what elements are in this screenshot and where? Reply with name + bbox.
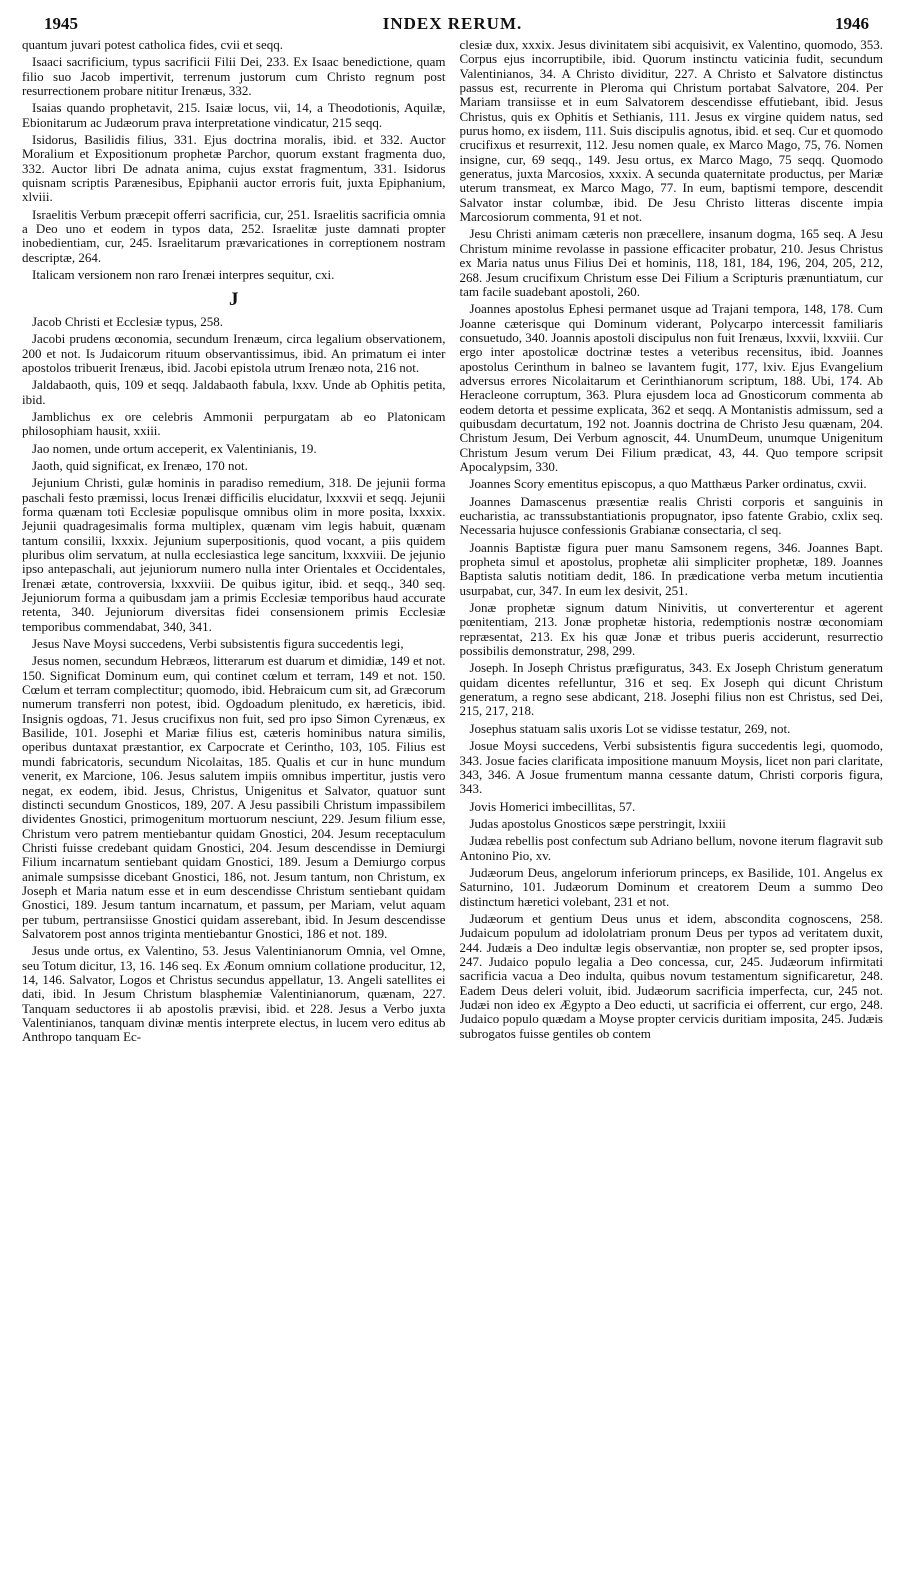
index-entry: Isidorus, Basilidis filius, 331. Ejus doctrina moralis, ibid. et 332. Auctor Moralium et Expositionum prophetæ Parchor, quorum exstant fragmenta duo, 332. Auctor libri De adnata anima, cujus exstat fragmentum, 331. Isidorus quisnam scriptis Parænesibus, Epiphanii auctor erroris fuit, juxta Epiphanium, xlviii. xyxy=(22,132,446,205)
index-entry: Joannes apostolus Ephesi permanet usque ad Trajani tempora, 148, 178. Cum Joanne cæterisque qui Dominum viderant, Polycarpo intercessit familiaris consuetudo, 340. Joannis apostoli discipulus non fuit Irenæus, lxxvii, lxxviii. Cur ergo inter apostolicæ doctrinæ testes a veteribus recensitus, ibid. Joannes apostolus Cerinthum in balneo se lavantem fugit, 177, lxiv. Ejus Evangelium adversus errores Nicolaitarum et Cerinthianorum scriptum, 188. Ubi, 174. Ab Heracleone corruptum, 363. Plura ejusdem loca ad Gnosticorum commenta ab eodem detorta et pessime explicata, 362 et seqq. A Montanistis admissum, sed a quibusdam decurtatum, 192 not. Joannis doctrina de Christo Jesu quænam, 204. Christum Jesum, Dei Verbum agnoscit, 44. UnumDeum, unumque Unigenitum Christum Jesum verum Dei Filium prædicat, 43, 44. Quo tempore scripsit Apocalypsim, 330. xyxy=(459,301,883,474)
right-page-number: 1946 xyxy=(835,14,869,33)
index-entry: Italicam versionem non raro Irenæi interpres sequitur, cxi. xyxy=(32,267,335,283)
two-column-body xyxy=(22,38,883,1563)
index-entry: clesiæ dux, xxxix. Jesus divinitatem sibi acquisivit, ex Valentino, quomodo, 353. Corpus ejus incorruptibile, ibid. Quorum instinctu vaticinia fudit, secundum Valentinianos, 34. A Christo dividitur, 227. A Christo et Salvatore distinctus passus est, recurrente in Pleroma qui Christum portabat Salvatore, 204. Per Mariam transiisse et in eum Salvatorem descendisse effutiebant, ibid. Jesus Christus, quis ex Ophitis et Sethianis, 111. Jesus ex virgine quidem natus, sed purus homo, ex iisdem, 111. Suis discipulis agnotus, ibid. et seq. Cur et quomodo crucifixus et resurrexit, 112. Jesu nomen quale, ex Marco Mago, 75, 76. Nomen insigne, cur, 69 seqq., 149. Jesu ortus, ex Marco Mago, 75 seqq. Quomodo generatus, juxta Marcosios, xxxix. A secunda quaternitate productus, per Mariæ uterum transmeat, ex Marco Mago, 77. In eum, baptismi tempore, descendit Salvator instar columbæ, ibid. De Jesu Christo litteras discente impia Marcosiorum commenta, 91 et not. xyxy=(459,38,883,225)
left-column xyxy=(22,38,446,1563)
index-entry: Judæa rebellis post confectum sub Adriano bellum, novone iterum flagravit sub Antonino Pio, xv. xyxy=(459,833,883,863)
index-entry: Joannes Damascenus præsentiæ realis Christi corporis et sanguinis in eucharistia, ac transsubstantiationis propugnator, ipso fatente Grabio, cxlix seq. Necessaria hujusce confessionis Grabianæ consectaria, cl seq. xyxy=(459,493,883,538)
index-entry: Jesu Christi animam cæteris non præcellere, insanum dogma, 165 seq. A Jesu Christum minime revolasse in passione efficaciter probatur, 210. Jesus Christus ex Maria natus unus Filius Dei et hominis, 118, 181, 184, 196, 204, 205, 212, 268. Jesum crucifixum Christum esse Dei Filium a Scripturis prænuntiatum, cur tam facile suadebant apostoli, 260. xyxy=(459,226,883,299)
running-title: INDEX RERUM. xyxy=(382,14,523,33)
index-entry: Joseph. In Joseph Christus præfiguratus, 343. Ex Joseph Christum generatum quidam dicentes refelluntur, 316 et seq. Ex Joseph qui dicunt Christum generatum, a regno sese abdicant, 218. Josephi filius non est Christus, sed Dei, 215, 217, 218. xyxy=(459,660,883,719)
index-entry: Jaoth, quid significat, ex Irenæo, 170 not. xyxy=(32,457,248,473)
index-entry: Joannes Scory ementitus episcopus, a quo Matthæus Parker ordinatus, cxvii. xyxy=(469,476,867,492)
section-letter: J xyxy=(229,288,239,310)
index-entry: Judas apostolus Gnosticos sæpe perstringit, lxxiii xyxy=(469,815,726,831)
index-entry: Israelitis Verbum præcepit offerri sacrificia, cur, 251. Israelitis sacrificia omnia a Deo uno et eodem in typos data, 252. Israelitæ juste damnati propter inobedientiam, cur, 245. Israelitarum prævaricationes in correptionem nostram descriptæ, 264. xyxy=(22,206,446,265)
index-entry: Jacob Christi et Ecclesiæ typus, 258. xyxy=(32,313,224,329)
index-entry: Jamblichus ex ore celebris Ammonii perpurgatam ab eo Platonicam philosophiam hausit, xxiii. xyxy=(22,408,446,439)
index-entry: Isaias quando prophetavit, 215. Isaiæ locus, vii, 14, a Theodotionis, Aquilæ, Ebionitarum ac Judæorum prava interpretatione vindicatur, 215 seqq. xyxy=(22,100,446,130)
index-entry: quantum juvari potest catholica fides, cvii et seqq. xyxy=(22,38,284,52)
index-entry: Jesus Nave Moysi succedens, Verbi subsistentis figura succedentis legi, xyxy=(32,636,404,652)
index-entry: Jesus unde ortus, ex Valentino, 53. Jesus Valentinianorum Omnia, vel Omne, seu Totum dicitur, 13, 16. 146 seq. Ex Æonum omnium collatione producitur, 12, 14, 146. Salvator, Logos et Christus secundus appellatur, 13. Angeli satellites ei dati, ibid. In Jesum Christum blasphemiæ Valentinianorum, quænam, 227. Tanquam seductores ii ab apostolis prævisi, ibid. et 228. Jesus a Verbo juxta Valentinianos, tanquam divinæ mentis interprete electus, in lucem vero editus ab Anthropo tanquam Ec- xyxy=(22,943,446,1045)
entries-after-section xyxy=(22,315,446,1045)
index-entry: Judæorum et gentium Deus unus et idem, abscondita cognoscens, 258. Judaicum populum ad idololatriam pronum Deus per typos ad veritatem duxit, 244. Judæis a Deo indultæ legis observantiæ, non propter se, sed propter ipsos, 247. Judaico populo legalia a Deo concessa, cur, 245. Judæorum infirmitati sacrificia vacua a Deo indulta, quibus novum testamentum significaretur, 248. Eadem Deus deleri voluit, ibid. Judæorum sacrificia imperfecta, cur, 245 not. Judæi non ideo ex Ægypto a Deo educti, ut sacrificia ei offerrent, cur ergo, 248. Judaico populo quædam a Moyse propter cervicis duritiam imposita, 245. Judæis subrogatos fuisse gentiles ob contem xyxy=(459,910,883,1041)
page-header xyxy=(22,0,883,38)
index-entry: Josephus statuam salis uxoris Lot se vidisse testatur, 269, not. xyxy=(469,720,791,736)
left-page-number: 1945 xyxy=(44,14,78,33)
index-entry: Jejunium Christi, gulæ hominis in paradiso remedium, 318. De jejunii forma paschali festo præmissi, locus Irenæi difficilis elucidatur, lxxxvii et seqq. Jejunii forma quænam toti Ecclesiæ populisque omnibus olim in more posita, lxxxix. Jejunii quadragesimalis forma multiplex, quænam vim legis habuit, quænam tantum consilii, lxxxix. Jejunium superpositionis, quod vocant, a piis quidem pluribus olim servatum, at nulla ecclesiastica lege sancitum, lxxxviii. De jejunio ipso antepaschali, aut jejuniorum numero nulla inter Orientales et Occidentales, Irenæi ætate, controversia, lxxxviii. De quibus igitur, ibid. et seqq., 340 seq. Jejuniorum forma a quibusdam jam a primis Ecclesiæ temporibus haud accurate retenta, 340. Jejuniorum diversitas fidei consensionem primis Ecclesiæ temporibus commendabat, 340, 341. xyxy=(22,475,446,634)
right-column xyxy=(460,38,884,1563)
index-entry: Josue Moysi succedens, Verbi subsistentis figura succedentis legi, quomodo, 343. Josue facies clarificata impositione manuum Moysis, licet non pari claritate, 343, 346. A Josue frumentum manna cessante datum, Christi corporis figura, 343. xyxy=(459,738,883,797)
index-entry: Judæorum Deus, angelorum inferiorum princeps, ex Basilide, 101. Angelus ex Saturnino, 101. Judæorum Dominum et creatorem Deum a summo Deo distinctum hæretici volebant, 231 et not. xyxy=(459,864,883,909)
entries-before-section xyxy=(22,38,446,283)
index-entry: Jao nomen, unde ortum acceperit, ex Valentinianis, 19. xyxy=(32,440,317,456)
index-entry: Joannis Baptistæ figura puer manu Samsonem regens, 346. Joannes Bapt. propheta simul et apostolus, prophetæ alii simpliciter prophetæ, 189. Joannes Baptista salutis notitiam dedit, 186. In prædicatione verba metum incutientia usurpabat, cur, 347. In eum lex desivit, 251. xyxy=(459,539,883,598)
index-entry: Jacobi prudens œconomia, secundum Irenæum, circa legalium observationem, 200 et not. Is Judaicorum rituum observantissimus, ibid. An primatum ei inter apostolos tribuerit Irenæus, ibid. Jacobi epistola utrum Irenæo nota, 216 not. xyxy=(22,331,446,375)
index-entry: Jaldabaoth, quis, 109 et seqq. Jaldabaoth fabula, lxxv. Unde ab Ophitis petita, ibid. xyxy=(22,377,446,407)
index-entry: Jonæ prophetæ signum datum Ninivitis, ut converterentur et agerent pœnitentiam, 213. Jonæ prophetæ historia, redemptionis nostræ œconomiam repræsentat, 213. Ex his quæ Jonæ et tribus pueris acciderunt, resurrectio possibilis demonstratur, 298, 299. xyxy=(459,600,883,659)
index-entry: Isaaci sacrificium, typus sacrificii Filii Dei, 233. Ex Isaac benedictione, quam filio suo Jacob impertivit, terrenum justorum cum Christo regnum post resurrectionem probare nititur Irenæus, 332. xyxy=(22,54,446,99)
index-entry: Jesus nomen, secundum Hebræos, litterarum est duarum et dimidiæ, 149 et not. 150. Significat Dominum eum, qui continet cœlum et terram, 149 et not. 150. Cœlum et terram complectitur; quomodo, ibid. Hebraicum cum sit, ad Græcorum numerum transferri non potest, ibid. Ogdoadum plenitudo, ex hæreticis, ibid. Insignis ogdoas, 71. Jesus crucifixus non fuit, sed pro ipso Simon Cyrenæus, ex Basilide, 101. Josephi et Mariæ filius est, cæteris hominibus natura similis, operibus duntaxat præstantior, ex Carpocrate et Cerintho, 103, 105. Filius est mundi fabricatoris, secundum Nicolaitas, 185. Qualis et cur in hunc mundum venerit, ex Marcione, 106. Jesus salutem impiis omnibus impertitur, justis vero negat, ex eodem, ibid. Jesus, Christus, Unigenitus et Salvator, quatuor sunt distincti secundum Gnosticos, 189, 207. A Jesu passibili Christum impassibilem dividentes Gnostici, primogenitum mortuorum nesciunt, 229. Jesum filium esse, Christum vero patrem mentiebantur quidam Gnostici, 204. Jesum receptaculum Christi fuisse credebant quidam Gnostici, 204. Jesum descendisse in Demiurgi Filium incarnatum sentiebant quidam Gnostici, 189. Jesum a Demiurgo corpus animale sumpsisse dicebant Gnostici, 186, not. Jesum tantum, non Christum, ex Joseph et Maria natum esse et in eum descendisse Christum sentiebant quidam Gnostici, 189. Jesum tantum incarnatum, et passum, per Mariam, velut aquam per tubum, pertransiisse Gnostici quidam asserebant, ibid. In Jesum descendisse Salvatorem post annos triginta mentiebantur Gnostici, 186 et not. 189. xyxy=(22,653,446,941)
index-entry: Jovis Homerici imbecillitas, 57. xyxy=(469,798,636,814)
